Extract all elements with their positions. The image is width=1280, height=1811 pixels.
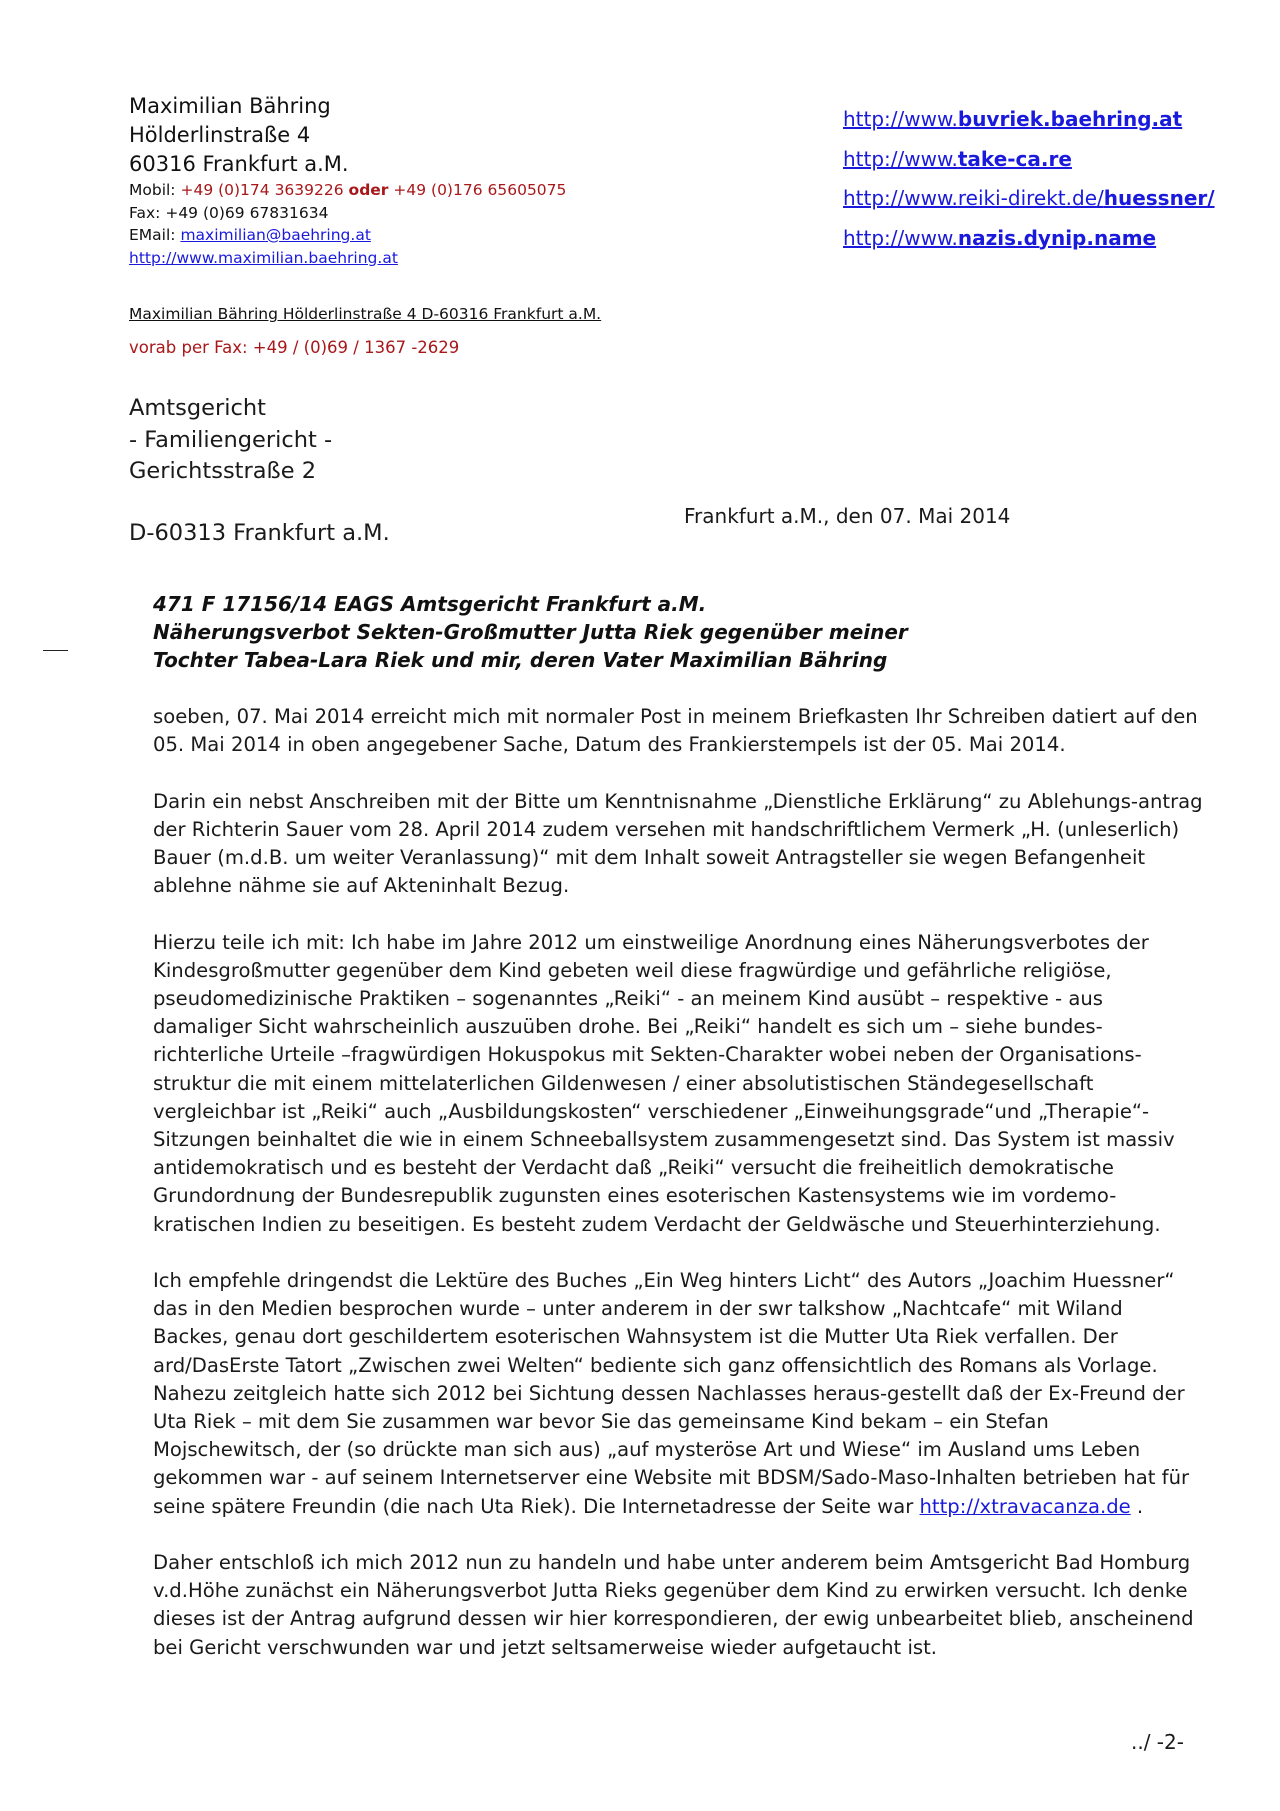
advance-fax-number: +49 / (0)69 / 1367 -2629 [252, 338, 460, 357]
link-prefix: http://www. [843, 146, 958, 171]
body-paragraph-3: Hierzu teile ich mit: Ich habe im Jahre 2012 um einstweilige Anordnung eines Näherungsverbotes der Kindesgroßmutter gegenüber dem Kind gebeten weil diese fragwürdige und gefährliche religiöse, pseudomedizinische Praktiken – sogenanntes „Reiki“ - an meinem Kind ausübt – respektive - aus damaliger Sicht wahrscheinlich auszuüben drohe. Bei „Reiki“ handelt es sich um – siehe bundes-richterliche Urteile –fragwürdigen Hokuspokus mit Sekten-Charakter wobei neben der Organisations-struktur die mit einem mittelaterlichen Gildenwesen / einer absolutistischen Ständegesellschaft vergleichbar ist „Reiki“ auch „Ausbildungskosten“ verschiedener „Einweihungsgrade“und „Therapie“-Sitzungen beinhaltet die wie in einem Schneeballsystem zusammengesetzt sind. Das System ist massiv antidemokratisch und es besteht der Verdacht daß „Reiki“ versucht die freiheitlich demokratische Grundordnung der Bundesrepublik zugunsten eines esoterischen Kastensystems wie im vordemo-kratischen Indien zu beseitigen. Es besteht zudem Verdacht der Geldwäsche und Steuerhinterziehung. [153, 930, 1175, 1236]
subject-line-3: Tochter Tabea-Lara Riek und mir, deren Vater Maximilian Bähring [153, 648, 888, 672]
sender-email-line [129, 224, 566, 247]
link-nazis-dynip[interactable] [843, 219, 1215, 259]
advance-fax-label: vorab per Fax: [129, 338, 248, 357]
letter-body [153, 703, 1203, 1690]
sender-website-line [129, 247, 566, 270]
subject-block [153, 590, 908, 674]
sender-mobile-line [129, 179, 566, 202]
link-reiki-direkt[interactable] [843, 179, 1215, 219]
body-paragraph-4 [153, 1267, 1203, 1521]
mobile-label: Mobil: [129, 181, 176, 199]
sender-name: Maximilian Bähring [129, 94, 331, 118]
subject-line-2: Näherungsverbot Sekten-Großmutter Jutta Riek gegenüber meiner [153, 620, 908, 644]
sender-street: Hölderlinstraße 4 [129, 123, 311, 147]
links-block [843, 100, 1215, 258]
fold-mark [43, 650, 68, 651]
website-link[interactable]: http://www.maximilian.baehring.at [129, 248, 398, 267]
link-main: nazis.dynip.name [957, 225, 1157, 250]
body-paragraph-1: soeben, 07. Mai 2014 erreicht mich mit normaler Post in meinem Briefkasten Ihr Schreiben datiert auf den 05. Mai 2014 in oben angegebener Sache, Datum des Frankierstempels ist der 05. Mai 2014. [153, 705, 1198, 757]
recipient-city: D-60313 Frankfurt a.M. [129, 520, 390, 546]
link-buvriek-anchor[interactable] [843, 107, 1182, 131]
sender-fax-line [129, 202, 566, 225]
link-nazis-dynip-anchor[interactable] [843, 226, 1156, 250]
link-reiki-direkt-anchor[interactable] [843, 186, 1215, 210]
return-address: Maximilian Bähring Hölderlinstraße 4 D-60316 Frankfurt a.M. [129, 305, 602, 323]
recipient-line-3: Gerichtsstraße 2 [129, 458, 317, 484]
email-label: EMail: [129, 226, 176, 244]
body-paragraph-2: Darin ein nebst Anschreiben mit der Bitte um Kenntnisnahme „Dienstliche Erklärung“ zu Ablehungs-antrag der Richterin Sauer vom 28. April 2014 zudem versehen mit handschriftlichem Vermerk „H. (unleserlich) Bauer (m.d.B. um weiter Veranlassung)“ mit dem Inhalt soweit Antragsteller sie wegen Befangenheit ablehne nähme sie auf Akteninhalt Bezug. [153, 789, 1203, 898]
link-suffix: huessner/ [1103, 186, 1215, 210]
mobile-number-2: +49 (0)176 65605075 [393, 181, 567, 199]
body-paragraph-4-text: Ich empfehle dringendst die Lektüre des Buches „Ein Weg hinters Licht“ des Autors „Joachim Huessner“ das in den Medien besprochen wurde – unter anderem in der swr talkshow „Nachtcafe“ mit Wiland Backes, genau dort geschildertem esoterischen Wahnsystem ist die Mutter Uta Riek verfallen. Der ard/DasErste Tatort „Zwischen zwei Welten“ bediente sich ganz offensichtlich des Romans als Vorlage. Nahezu zeitgleich hatte sich 2012 bei Sichtung dessen Nachlasses heraus-gestellt daß der Ex-Freund der Uta Riek – mit dem Sie zusammen war bevor Sie das gemeinsame Kind bekam – ein Stefan Mojschewitsch, der (so drückte man sich aus) „auf mysteröse Art und Wiese“ im Ausland ums Leben gekommen war - auf seinem Internetserver eine Website mit BDSM/Sado-Maso-Inhalten betrieben hat für seine spätere Freundin (die nach Uta Riek). Die Internetadresse der Seite war [153, 1269, 1190, 1518]
sender-city: 60316 Frankfurt a.M. [129, 152, 349, 176]
subject-line-1: 471 F 17156/14 EAGS Amtsgericht Frankfurt a.M. [153, 592, 707, 616]
recipient-line-1: Amtsgericht [129, 395, 266, 421]
body-paragraph-5: Daher entschloß ich mich 2012 nun zu handeln und habe unter anderem beim Amtsgericht Bad Homburg v.d.Höhe zunächst ein Näherungsverbot Jutta Rieks gegenüber dem Kind zu erwirken versucht. Ich denke dieses ist der Antrag aufgrund dessen wir hier korrespondieren, der ewig unbearbeitet blieb, anscheinend bei Gericht verschwunden war und jetzt seltsamerweise wieder aufgetaucht ist. [153, 1551, 1194, 1659]
sender-block [129, 92, 566, 269]
link-buvriek[interactable] [843, 100, 1215, 140]
body-paragraph-4-end: . [1130, 1494, 1144, 1518]
link-take-care-anchor[interactable] [843, 147, 1072, 171]
link-prefix: http://www. [843, 107, 958, 131]
fax-label: Fax: [129, 203, 161, 222]
email-link[interactable]: maximilian@baehring.at [180, 226, 371, 244]
recipient-block [129, 393, 332, 488]
mobile-or: oder [348, 181, 389, 199]
link-take-care[interactable] [843, 140, 1215, 180]
letter-date: Frankfurt a.M., den 07. Mai 2014 [684, 504, 1011, 528]
page-continuation-marker: ../ -2- [1131, 1730, 1184, 1754]
mobile-number-1: +49 (0)174 3639226 [180, 181, 344, 199]
link-main: take-ca.re [957, 146, 1072, 171]
link-prefix: http://www. [843, 186, 958, 210]
advance-fax-line [129, 338, 459, 357]
fax-number: +49 (0)69 67831634 [165, 203, 329, 222]
recipient-line-2: - Familiengericht - [129, 426, 333, 453]
link-main: reiki-direkt.de/ [957, 186, 1104, 210]
link-main: buvriek.baehring.at [957, 107, 1183, 131]
link-prefix: http://www. [843, 225, 958, 250]
xtravacanza-link[interactable]: http://xtravacanza.de [919, 1494, 1131, 1518]
